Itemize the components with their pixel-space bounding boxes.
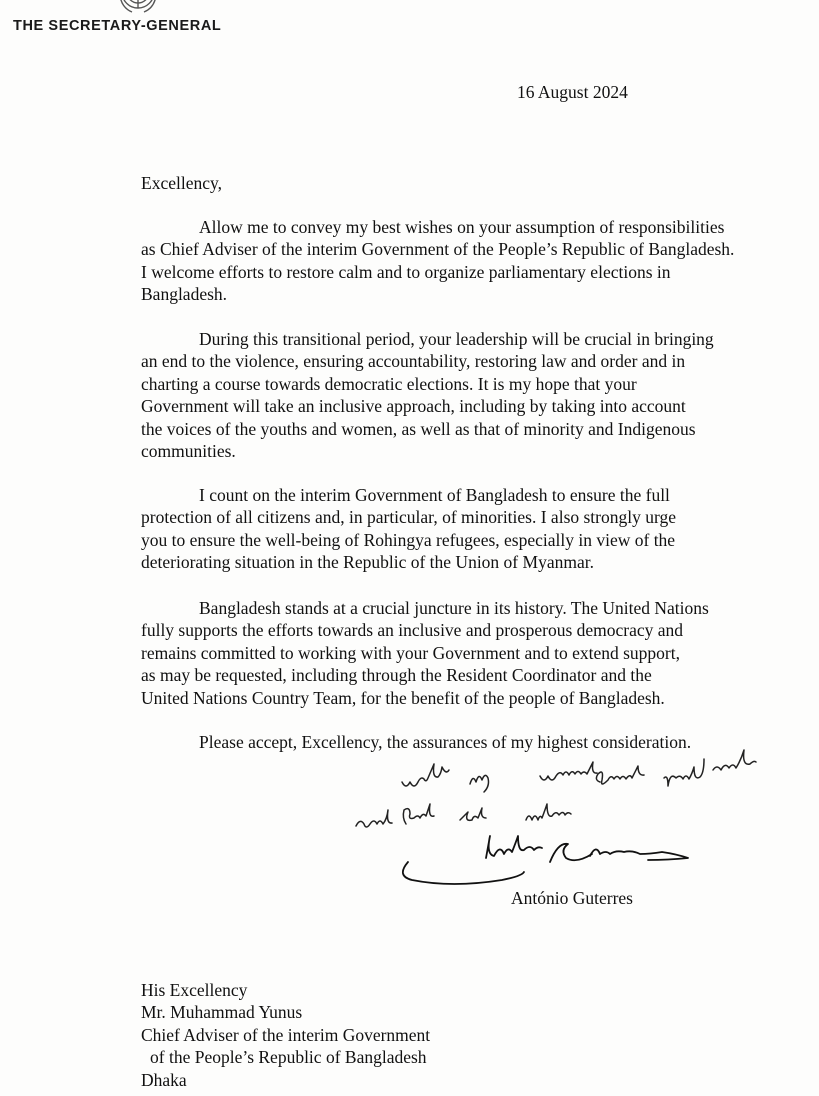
paragraph-line: Bangladesh stands at a crucial juncture in its history. The United Nations bbox=[199, 598, 709, 618]
un-emblem-icon bbox=[114, 0, 162, 14]
paragraph-line: United Nations Country Team, for the benefit of the people of Bangladesh. bbox=[141, 687, 665, 708]
paragraph-line: deteriorating situation in the Republic of the Union of Myanmar. bbox=[141, 552, 594, 573]
body-paragraph bbox=[141, 484, 811, 574]
address-line: Mr. Muhammad Yunus bbox=[141, 1002, 303, 1023]
paragraph-line: communities. bbox=[141, 441, 236, 462]
paragraph-line: I welcome efforts to restore calm and to organize parliamentary elections in bbox=[141, 261, 671, 282]
paragraph-line: I count on the interim Government of Bangladesh to ensure the full bbox=[199, 485, 670, 505]
salutation: Excellency, bbox=[141, 173, 222, 193]
paragraph-line: the voices of the youths and women, as well as that of minority and Indigenous bbox=[141, 418, 696, 439]
paragraph-line: Allow me to convey my best wishes on your assumption of responsibilities bbox=[199, 217, 725, 237]
paragraph-line: protection of all citizens and, in particular, of minorities. I also strongly urge bbox=[141, 507, 677, 528]
office-title: THE SECRETARY-GENERAL bbox=[13, 18, 222, 34]
addressee-block bbox=[141, 979, 430, 1091]
paragraph-line: an end to the violence, ensuring accountability, restoring law and order and in bbox=[141, 351, 686, 372]
address-line: of the People’s Republic of Bangladesh bbox=[150, 1047, 427, 1068]
paragraph-line: fully supports the efforts towards an inclusive and prosperous democracy and bbox=[141, 620, 684, 641]
handwritten-note bbox=[356, 750, 756, 827]
paragraph-line: Bangladesh. bbox=[141, 284, 228, 305]
paragraph-line: Government will take an inclusive approach, including by taking into account bbox=[141, 396, 686, 417]
signatory-name: António Guterres bbox=[511, 888, 633, 908]
body-paragraph bbox=[141, 597, 811, 709]
address-line: Chief Adviser of the interim Government bbox=[141, 1024, 431, 1045]
paragraph-line: as Chief Adviser of the interim Government of the People’s Republic of Bangladesh. bbox=[141, 239, 735, 260]
paragraph-line: as may be requested, including through the Resident Coordinator and the bbox=[141, 665, 652, 686]
closing-line: Please accept, Excellency, the assurances of my highest consideration. bbox=[199, 732, 692, 752]
paragraph-line: you to ensure the well-being of Rohingya refugees, especially in view of the bbox=[141, 529, 676, 550]
letter-date: 16 August 2024 bbox=[517, 82, 628, 102]
paragraph-line: remains committed to working with your Government and to extend support, bbox=[141, 642, 680, 663]
signature bbox=[403, 836, 688, 884]
paragraph-line: charting a course towards democratic elections. It is my hope that your bbox=[141, 373, 637, 394]
body-paragraph bbox=[141, 328, 811, 462]
body-paragraph bbox=[141, 216, 811, 306]
address-line: His Excellency bbox=[141, 980, 248, 1000]
paragraph-line: During this transitional period, your leadership will be crucial in bringing bbox=[199, 329, 714, 349]
address-line: Dhaka bbox=[141, 1069, 187, 1090]
